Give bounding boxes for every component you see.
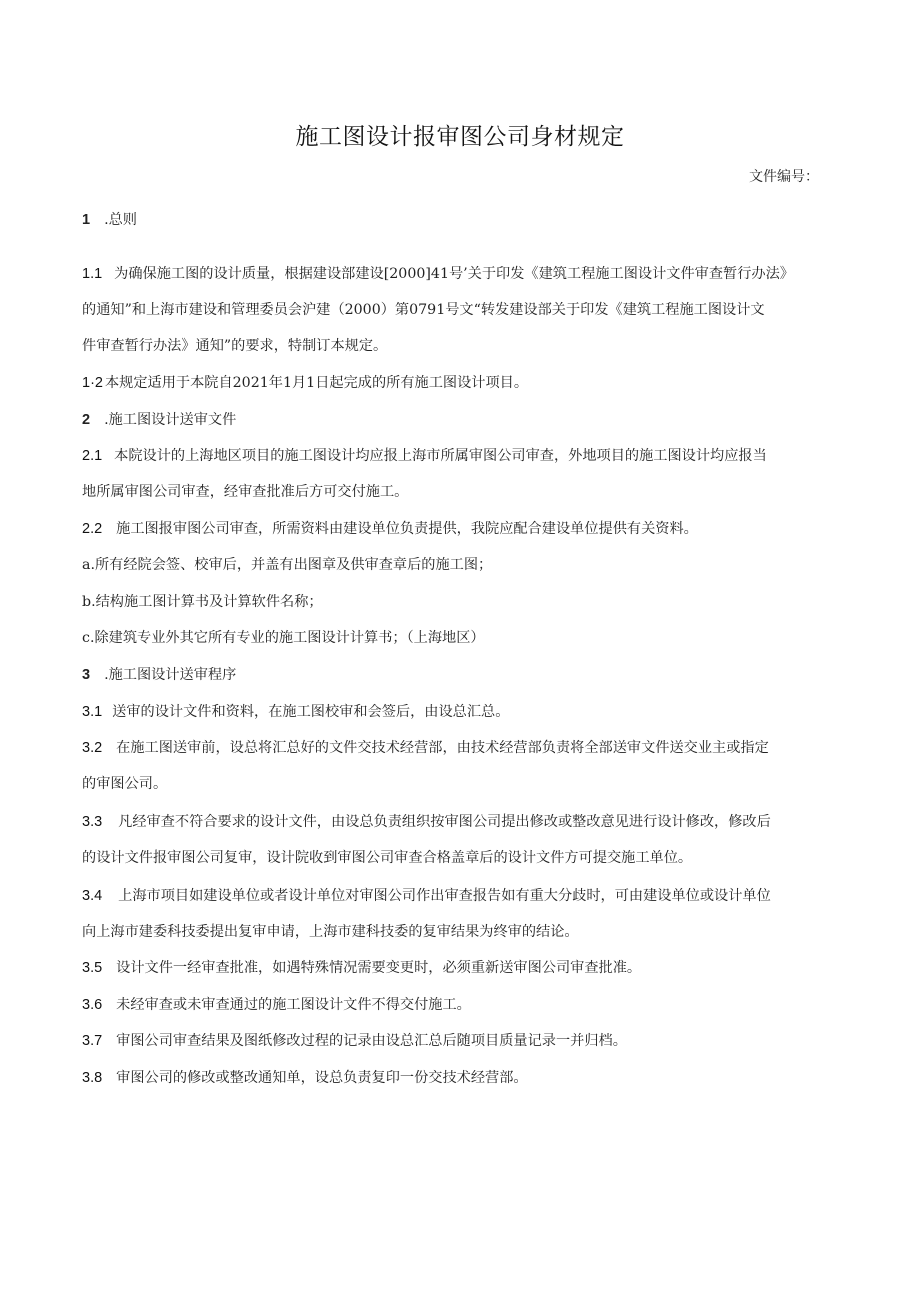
paragraph-text: 在施工图送审前，设总将汇总好的文件交技术经营部，由技术经营部负责将全部送审文件送交业主或指定 — [116, 740, 769, 756]
section-number: 3 — [82, 667, 91, 683]
paragraph-text: 施工图报审图公司审查，所需资料由建设单位负责提供，我院应配合建设单位提供有关资料。 — [116, 521, 698, 537]
paragraph-3-2-line-1 — [82, 738, 769, 758]
item-number: 3.3 — [82, 814, 103, 830]
item-number: 3.6 — [82, 997, 103, 1013]
paragraph-text: 审图公司的修改或整改通知单，设总负责复印一份交技术经营部。 — [116, 1070, 528, 1086]
item-number: 3.7 — [82, 1033, 103, 1049]
paragraph-text: 上海市项目如建设单位或者设计单位对审图公司作出审查报告如有重大分歧时，可由建设单位或设计单位 — [118, 888, 771, 904]
list-item-a: a.所有经院会签、校审后，并盖有出图章及供审查章后的施工图； — [82, 557, 493, 573]
item-number: 2.1 — [82, 448, 103, 464]
section-heading-3 — [82, 665, 236, 685]
paragraph-3-4-line-2: 向上海市建委科技委提出复审申请，上海市建科技委的复审结果为终审的结论。 — [82, 924, 579, 940]
item-number: 3.1 — [82, 704, 103, 720]
paragraph-3-1 — [82, 702, 509, 722]
paragraph-3-4-line-1 — [82, 886, 771, 906]
paragraph-1-1-line-3: 件审查暂行办法》通知”的要求，特制订本规定。 — [82, 338, 388, 354]
section-title: .施工图设计送审程序 — [104, 667, 237, 683]
item-number: 3.8 — [82, 1070, 103, 1086]
section-heading-2 — [82, 410, 236, 430]
paragraph-1-2 — [82, 373, 528, 393]
paragraph-2-1-line-1 — [82, 446, 767, 466]
paragraph-text: 为确保施工图的设计质量，根据建设部建设[2000]41号’关于印发《建筑工程施工图设计文件审查暂行办法》 — [114, 266, 794, 282]
paragraph-3-8 — [82, 1068, 528, 1088]
item-number: 3.4 — [82, 888, 103, 904]
paragraph-3-2-line-2: 的审图公司。 — [82, 776, 168, 792]
paragraph-2-2 — [82, 519, 698, 539]
document-title: 施工图设计报审图公司身材规定 — [295, 124, 625, 150]
paragraph-text: 凡经审查不符合要求的设计文件，由设总负责组织按审图公司提出修改或整改意见进行设计修改，修改后 — [118, 814, 771, 830]
section-number: 1 — [82, 212, 91, 228]
paragraph-1-1-line-2: 的通知”和上海市建设和管理委员会沪建（2000）第0791号文“转发建设部关于印发《建筑工程施工图设计文 — [82, 302, 765, 318]
paragraph-3-6 — [82, 995, 471, 1015]
paragraph-3-5 — [82, 958, 641, 978]
item-number: 3.5 — [82, 960, 103, 976]
item-number: 2.2 — [82, 521, 103, 537]
paragraph-3-3-line-2: 的设计文件报审图公司复审，设计院收到审图公司审查合格盖章后的设计文件方可提交施工单位。 — [82, 850, 693, 866]
paragraph-text: 送审的设计文件和资料，在施工图校审和会签后，由设总汇总。 — [112, 704, 510, 720]
paragraph-3-7 — [82, 1031, 627, 1051]
section-number: 2 — [82, 412, 91, 428]
list-item-c: c.除建筑专业外其它所有专业的施工图设计计算书；（上海地区） — [82, 630, 485, 646]
item-number: 1.1 — [82, 266, 103, 282]
section-title: .施工图设计送审文件 — [104, 412, 237, 428]
paragraph-text: 本院设计的上海地区项目的施工图设计均应报上海市所属审图公司审查，外地项目的施工图设计均应报当 — [114, 448, 767, 464]
paragraph-2-1-line-2: 地所属审图公司审查，经审查批准后方可交付施工。 — [82, 484, 409, 500]
paragraph-text: 审图公司审查结果及图纸修改过程的记录由设总汇总后随项目质量记录一并归档。 — [116, 1033, 627, 1049]
paragraph-text: 本规定适用于本院自2021年1月1日起完成的所有施工图设计项目。 — [104, 375, 529, 391]
paragraph-3-3-line-1 — [82, 812, 771, 832]
section-title: .总则 — [104, 212, 137, 228]
section-heading-1 — [82, 210, 137, 230]
document-number-label: 文件编号： — [749, 169, 819, 185]
paragraph-1-1-line-1 — [82, 264, 794, 284]
paragraph-text: 设计文件一经审查批准，如遇特殊情况需要变更时，必须重新送审图公司审查批准。 — [116, 960, 642, 976]
paragraph-text: 未经审查或未审查通过的施工图设计文件不得交付施工。 — [116, 997, 471, 1013]
list-item-b: b.结构施工图计算书及计算软件名称； — [82, 594, 323, 610]
item-number: 1·2 — [82, 375, 103, 391]
item-number: 3.2 — [82, 740, 103, 756]
